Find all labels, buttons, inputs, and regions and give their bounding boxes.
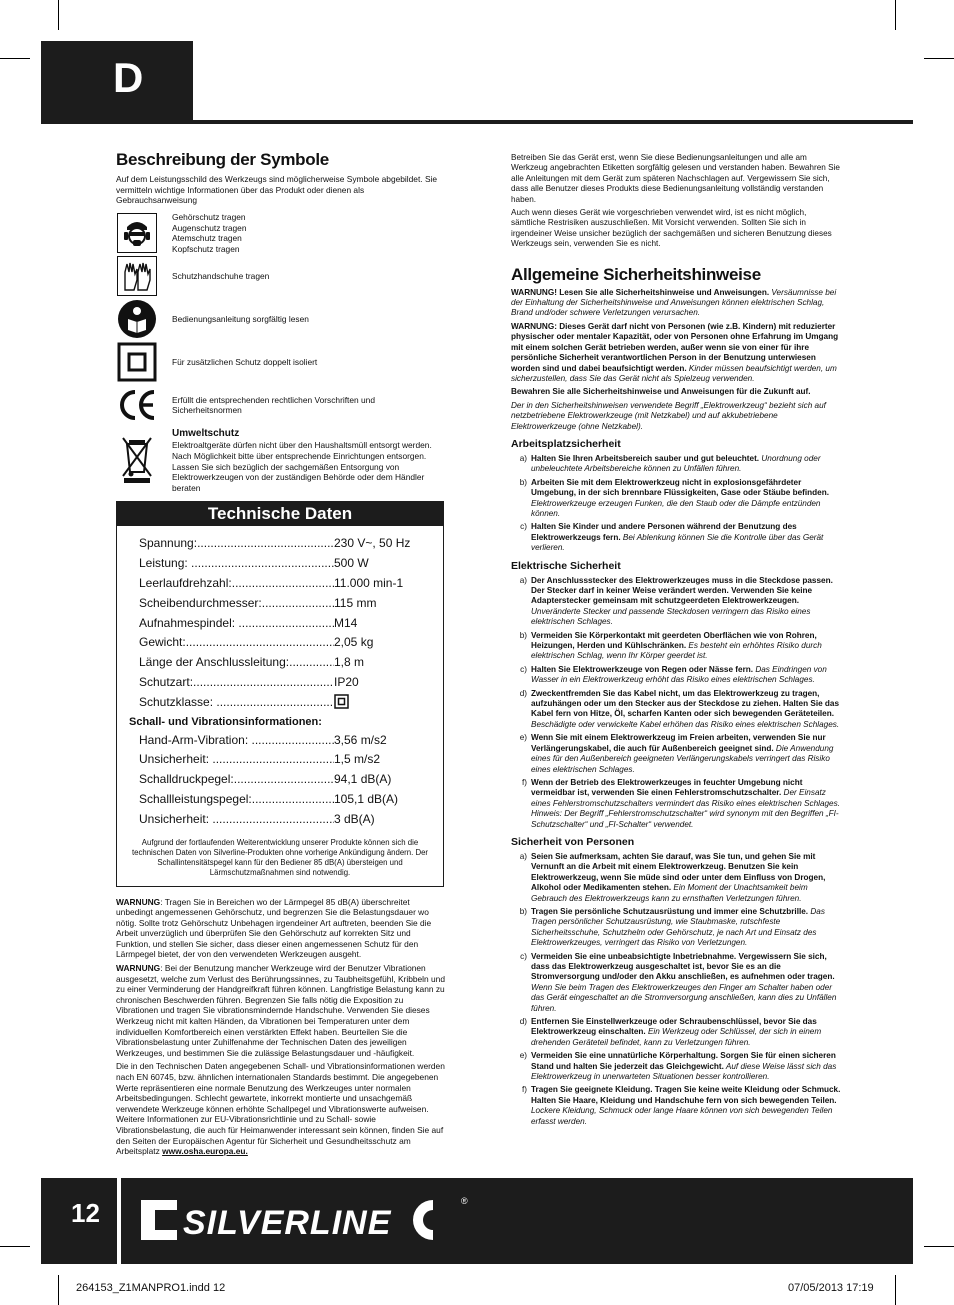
safety-title: Allgemeine Sicherheitshinweise: [511, 264, 761, 284]
vib-row: [117, 790, 443, 810]
tech-label: Leistung: .....: [139, 554, 334, 574]
list-item: [511, 1051, 841, 1082]
bold-text: Halten Sie Elektrowerkzeuge von Regen oder Nässe fern.: [531, 664, 754, 674]
umwelt-text: Elektroaltgeräte dürfen nicht über den Haushaltsmüll entsorgt werden. Nach Möglichkeit bitte über entsprechende Einrichtungen entsorgen. Lassen Sie sich bezüglich der sachgemäßen Entsorgung von Elektrowerkzeugen von der zuständigen Behörde oder dem Händler beraten: [172, 440, 432, 493]
list-item: [511, 631, 841, 662]
crop-mark: [924, 58, 954, 59]
item-marker: f): [521, 1085, 527, 1095]
warning-label: WARNUNG: [116, 896, 161, 907]
tech-row: [117, 653, 443, 673]
section-title: Arbeitsplatzsicherheit: [511, 437, 621, 450]
italic-text: Das Eindringen von Wasser in ein Elektrowerkzeug erhöht das Risiko eines elektrischen Schlages.: [531, 664, 827, 685]
vib-row: [117, 750, 443, 770]
bold-text: Entfernen Sie Einstellwerkzeuge oder Schraubenschlüssel, bevor Sie das Elektrowerkzeug einschalten.: [531, 1017, 817, 1037]
registered-mark: ®: [461, 1196, 468, 1206]
italic-text: Die Anwendung eines für den Außenbereich geeigneten Verlängerungskabels verringert das Risiko eines elektrischen Schlages.: [531, 743, 834, 774]
tech-label: Gewicht: .....: [139, 633, 334, 653]
read-manual-icon: [116, 300, 158, 338]
bold-text: WARNUNG: Dieses Gerät darf nicht von Personen (wie z.B. Kindern) mit reduzierter physischer oder mentaler Kapazität, oder von Personen ohne Erfahrung im Umgang mit einem solchen Gerät betrieben werden, außer wenn sie von einer für ihre persönliche Sicherheit verantwortlichen Person in der Benutzung unterwiesen worden sind und dabei beaufsichtigt werden.: [511, 321, 839, 373]
crop-mark: [0, 1246, 30, 1247]
vib-row: [117, 770, 443, 790]
bold-text: Der Anschlussstecker des Elektrowerkzeuges muss in die Steckdose passen. Der Stecker darf in keiner Weise verändert werden. Verwenden Sie keine Adapterstecker gemeinsam mit schutzgeerdeten Elektrowerkzeugen.: [531, 575, 833, 606]
item-marker: e): [519, 733, 527, 743]
language-code: D: [113, 54, 144, 101]
language-tab: [41, 41, 193, 124]
italic-text: Elektrowerkzeuge erzeugen Funken, die den Staub oder die Dämpfe entzünden können.: [531, 498, 821, 518]
bold-text: Bewahren Sie alle Sicherheitshinweise und Anweisungen für die Zukunft auf.: [511, 387, 811, 397]
item-marker: c): [520, 522, 527, 532]
weee-bin-icon: [116, 429, 158, 489]
tech-row: [117, 614, 443, 634]
tech-label: Länge der Anschlussleitung: .....: [139, 653, 334, 673]
tech-value: M14: [334, 615, 358, 630]
standards-text: Die in den Technischen Daten angegebenen Schall- und Vibrationsinformationen werden nach EN 60745, bzw. ähnlichen internationalen Standards bestimmt. Die angegebenen Werte repräsentieren eine normale Benutzung des Werkzeuges unter normalen Arbeitsbedingungen. Schlecht gewartete, inkorrekt montierte und unsachgemäß verwendete Werkzeuge können erhöhte Schallpegel und Vibrationswerte aufweisen. Weitere Informationen zur EU-Vibrationsrichtlinie und zu Schall- sowie Vibrationsbelastung, die auch für Heimanwender interessant sein können, finden Sie auf den Seiten der Europäischen Agentur für Sicherheit und Gesundheitsschutz am Arbeitsplatz: [116, 1061, 445, 1157]
italic-text: Der Einsatz eines Fehlerstromschutzschalters vermindert das Risiko eines elektrischen Schlages. Hinweis: Der Begriff „Fehlerstromschutzschalter“ wird synonym mit den Begriffen „FI-Schutzschalter“ und „FI-Schalter“ verwendet.: [531, 788, 840, 829]
vib-label: Unsicherheit: .....: [139, 810, 334, 830]
umwelt-title: Umweltschutz: [172, 427, 240, 439]
symbol-row: [116, 255, 446, 298]
tech-note: Aufgrund der fortlaufenden Weiterentwicklung unserer Produkte können sich die technischen Daten von Silverline-Produkten ohne vorherige Ankündigung ändern. Der Schallintensitätspegel kann für den Bediener 85 dB(A) übersteigen und Lärmschutzmaßnahmen sind notwendig.: [131, 837, 429, 877]
vib-row: [117, 731, 443, 751]
warnings-block: [116, 897, 446, 1157]
list-item: [511, 1017, 841, 1048]
tech-label: Leerlaufdrehzahl: .....: [139, 574, 334, 594]
tech-label: Schutzart: .....: [139, 673, 334, 693]
slug-date: 07/05/2013 17:19: [788, 1282, 874, 1294]
tech-label: Scheibendurchmesser: .....: [139, 594, 334, 614]
tech-value: 230 V~, 50 Hz: [334, 536, 411, 551]
tech-row: [117, 574, 443, 594]
safety-keep-instructions: [511, 387, 841, 397]
tech-row: [117, 693, 443, 713]
umwelt-text-block: [172, 429, 446, 494]
list-item: [511, 778, 841, 830]
symbol-row: [116, 298, 446, 341]
tech-row: [117, 534, 443, 554]
italic-text: Auf diese Weise lässt sich das Elektrowerkzeug in unerwarteten Situationen besser kontrollieren.: [531, 1061, 837, 1082]
tech-value: 500 W: [334, 556, 369, 571]
vibration-warning: [116, 963, 446, 1058]
intro-paragraph: Betreiben Sie das Gerät erst, wenn Sie diese Bedienungsanleitungen und alle am Werkzeug angebrachten Etiketten sorgfältig gelesen und verstanden haben. Bewahren Sie alle Anleitungen mit dem Gerät zum späteren Nachschlagen auf. Vergewissern Sie sich, dass alle Benutzer dieses Produkts diese Bedienungsanleitung vollständig verstanden haben.: [511, 153, 840, 204]
vib-value: 94,1 dB(A): [334, 772, 392, 787]
list-item: [511, 576, 841, 628]
warning-label: WARNUNG: [116, 963, 161, 974]
symbol-text: Bedienungsanleitung sorgfältig lesen: [172, 313, 309, 324]
tech-value: 2,05 kg: [334, 635, 374, 650]
footer-separator: [117, 1178, 121, 1264]
list-item: [511, 907, 841, 949]
bold-text: Seien Sie aufmerksam, achten Sie darauf, was Sie tun, und gehen Sie mit Vernunft an die Arbeit mit einem Elektrowerkzeug. Benutzen Sie kein Elektrowerkzeug, wenn Sie müde sind oder unter dem Einfluss von Drogen, Alkohol oder Medikamenten stehen.: [531, 851, 826, 893]
italic-text: Lockere Kleidung, Schmuck oder lange Haare können von sich bewegenden Teilen erfasst werden.: [531, 1106, 833, 1126]
bold-text: Wenn Sie mit einem Elektrowerkzeug im Freien arbeiten, verwenden Sie nur Verlängerungskabel, die auch für Außenbereich geeignet sind.: [531, 733, 826, 753]
item-marker: d): [519, 688, 527, 698]
italic-text: Bei Ablenkung können Sie die Kontrolle über das Gerät verlieren.: [531, 532, 824, 553]
list-item: [511, 952, 841, 1014]
tech-value: 11.000 min-1: [334, 575, 404, 590]
bold-text: Vermeiden Sie eine unbeabsichtigte Inbetriebnahme. Vergewissern Sie sich, dass das Elektrowerkzeug ausgeschaltet ist, bevor Sie es an die Stromversorgung und/oder den Akku anschließen, es aufnehmen oder tragen.: [531, 951, 835, 982]
symbol-text: Erfüllt die entsprechenden rechtlichen Vorschriften und Sicherheitsnormen: [172, 394, 375, 416]
item-marker: a): [519, 453, 527, 463]
section-title: Elektrische Sicherheit: [511, 559, 621, 572]
umwelt-block: [116, 429, 446, 494]
item-marker: f): [521, 777, 527, 787]
item-marker: a): [519, 851, 527, 861]
italic-text: Wenn Sie beim Tragen des Elektrowerkzeuges den Finger am Schalter haben oder das Gerät eingeschaltet an die Stromversorgung anschließen, kann dies zu Unfällen führen.: [531, 982, 837, 1013]
footer-bar: [41, 1178, 913, 1264]
tech-data-box: [116, 501, 444, 886]
symbol-row: [116, 341, 446, 384]
tech-row: [117, 633, 443, 653]
list-item: [511, 454, 841, 475]
vib-label: Schallleistungspegel: .....: [139, 790, 334, 810]
italic-text: Beschädigte oder verwickelte Kabel erhöhen das Risiko eines elektrischen Schlages.: [531, 719, 840, 729]
symbols-intro: Auf dem Leistungsschild des Werkzeugs sind möglicherweise Symbole abgebildet. Sie vermitteln wichtige Informationen über das Produkt oder dienen als Gebrauchsanweisung: [116, 174, 438, 206]
crop-mark: [924, 1246, 954, 1247]
bold-text: Halten Sie Ihren Arbeitsbereich sauber und gut beleuchtet.: [531, 453, 760, 463]
vib-value: 3 dB(A): [334, 811, 375, 826]
vib-value: 1,5 m/s2: [334, 752, 381, 767]
safety-warning-read: [511, 288, 841, 319]
list-item: [511, 733, 841, 775]
tech-label: Spannung: .....: [139, 534, 334, 554]
crop-mark: [58, 1275, 59, 1305]
italic-text: Das Tragen persönlicher Schutzausrüstung, wie Staubmaske, rutschfeste Sicherheitsschuhe, Schutzhelm oder Gehörschutz, je nach Art und Einsatz des Elektrowerkzeuges, verringert das Risiko von Verletzungen.: [531, 906, 825, 948]
crop-mark: [58, 0, 59, 30]
bold-text: Vermeiden Sie Körperkontakt mit geerdeten Oberflächen wie von Rohren, Heizungen, Herden und Kühlschränken.: [531, 630, 817, 651]
item-marker: c): [520, 664, 527, 674]
bold-text: Wenn der Betrieb des Elektrowerkzeuges in feuchter Umgebung nicht vermeidbar ist, verwenden Sie einen Fehlerstromschutzschalter.: [531, 777, 803, 798]
tech-value: 1,8 m: [334, 655, 365, 670]
tech-value: 115 mm: [334, 595, 377, 610]
tech-label: Schutzklasse: .....: [139, 693, 334, 713]
warning-text: : Bei der Benutzung mancher Werkzeuge wird der Benutzer Vibrationen ausgesetzt, welche zum Verlust des Berührungssinnes, zu Taubheitsgefühl, Kribbeln und zu einer Verminderung der Handgreifkraft führen können. Langfristige Belastung kann zu chronischen Beschwerden führen. Begrenzen Sie falls nötig die Exposition zu Vibrationen und tragen Sie vibrationsmindernde Handschuhe. Verwenden Sie dieses Werkzeug nicht mit kalten Händen, da Vibrationen bei Temperaturen unter dem individuellen Komfortbereich einen verstärkten Effekt haben. Beurteilen Sie die Vibrationsbelastung unter Zuhilfenahme der Technischen Daten des jeweiligen Werkzeuges, und bestimmen Sie die zulässige Belastungsdauer und -häufigkeit.: [116, 963, 445, 1058]
tech-label: Aufnahmespindel: .....: [139, 614, 334, 634]
item-marker: b): [519, 906, 527, 916]
italic-text: Ein Werkzeug oder Schlüssel, der sich in einem drehenden Geräteteil befindet, kann zu Verletzungen führen.: [531, 1027, 822, 1047]
list-item: [511, 1085, 841, 1127]
list-item: [511, 852, 841, 904]
ce-mark-icon: [116, 386, 158, 424]
vib-label: Hand-Arm-Vibration: .....: [139, 731, 334, 751]
safety-warning-persons: [511, 322, 841, 384]
list-item: [511, 665, 841, 686]
vib-label: Unsicherheit: .....: [139, 750, 334, 770]
crop-mark: [895, 0, 896, 30]
bold-text: Tragen Sie persönliche Schutzausrüstung und immer eine Schutzbrille.: [531, 906, 809, 916]
italic-text: Ein Moment der Unachtsamkeit beim Gebrauch des Elektrowerkzeugs kann zu ernsthaften Verletzungen führen.: [531, 883, 808, 903]
italic-text: Versäumnisse bei der Einhaltung der Sicherheitshinweise und Anweisungen können elektrischen Schlag, Brand und/oder schwere Verletzungen verursachen.: [511, 287, 837, 318]
brand-text: SILVERLINE: [183, 1204, 392, 1242]
slug-file: 264153_Z1MANPRO1.indd 12: [76, 1282, 226, 1294]
vib-row: [117, 810, 443, 830]
crop-mark: [895, 1275, 896, 1305]
item-marker: b): [519, 477, 527, 487]
double-insulation-icon: [116, 343, 158, 381]
tech-row: [117, 554, 443, 574]
section-title: Sicherheit von Personen: [511, 835, 635, 848]
item-marker: b): [519, 630, 527, 640]
vib-label: Schalldruckpegel: .....: [139, 770, 334, 790]
symbol-row: [116, 212, 446, 255]
warning-text: : Tragen Sie in Bereichen wo der Lärmpegel 85 dB(A) überschreitet unbedingt angemessenen Gehörschutz, und begrenzen Sie die Belastungsdauer wo nötig. Sollte trotz Gehörschutz Unbehagen irgendeiner Art auftreten, beenden Sie die Arbeit unverzüglich und überprüfen Sie den Gehörschutz auf korrekten Sitz und Funktion, und stellen Sie sicher, dass dieser einen angemessenen Schutz für den Lärmpegel bietet, der von den verwendeten Werkzeugen ausgeht.: [116, 896, 432, 960]
symbol-text: Schutzhandschuhe tragen: [172, 270, 270, 281]
bold-text: Zweckentfremden Sie das Kabel nicht, um das Elektrowerkzeug zu tragen, aufzuhängen oder um den Stecker aus der Steckdose zu ziehen. Halten Sie das Kabel fern von Hitze, Öl, scharfen Kanten oder sich bewegenden Geräteteilen.: [531, 688, 840, 719]
symbol-text: Gehörschutz tragen Augenschutz tragen Atemschutz tragen Kopfschutz tragen: [172, 212, 247, 254]
bold-text: Halten Sie Kinder und andere Personen während der Benutzung des Elektrowerkzeugs fern.: [531, 522, 797, 542]
tech-row: [117, 594, 443, 614]
bold-text: Arbeiten Sie mit dem Elektrowerkzeug nicht in explosionsgefährdeter Umgebung, in der sich brennbare Flüssigkeiten, Gase oder Stäube befinden.: [531, 477, 829, 498]
vib-value: 3,56 m/s2: [334, 732, 387, 747]
header-rule: [41, 120, 913, 124]
standards-note: [116, 1061, 446, 1156]
tech-data-title: Technische Daten: [117, 502, 443, 526]
gloves-icon: [116, 257, 158, 295]
page-number: 12: [71, 1198, 100, 1228]
bold-text: WARNUNG! Lesen Sie alle Sicherheitshinweise und Anweisungen.: [511, 287, 770, 297]
right-column: [511, 150, 841, 1127]
intro-paragraph: Auch wenn dieses Gerät wie vorgeschrieben verwendet wird, ist es nicht möglich, sämtliche Restrisiken auszuschließen. Mit Vorsicht verwenden. Sollten Sie sich in irgendeiner Weise unsicher bezüglich der sachgemäßen und sicheren Benutzung dieses Werkzeugs sein, verwenden Sie es nicht.: [511, 208, 832, 249]
italic-text: Unveränderte Stecker und passende Steckdosen verringern das Risiko eines elektrischen Schlages.: [531, 606, 811, 627]
tech-value: IP20: [334, 674, 359, 689]
vibration-heading: Schall- und Vibrationsinformationen:: [129, 715, 322, 728]
double-insulation-icon: [334, 693, 349, 713]
item-marker: d): [519, 1017, 527, 1027]
list-item: [511, 522, 841, 553]
item-marker: e): [519, 1051, 527, 1061]
left-column: [116, 150, 446, 1157]
symbol-text: Für zusätzlichen Schutz doppelt isoliert: [172, 356, 318, 367]
list-item: [511, 689, 841, 731]
crop-mark: [0, 58, 30, 59]
italic-text: Kinder müssen beaufsichtigt werden, um sicherzustellen, dass Sie das Gerät nicht als Spielzeug verwenden.: [511, 363, 837, 383]
italic-text: Unordnung oder unbeleuchtete Arbeitsbereiche können zu Unfällen führen.: [531, 453, 821, 474]
bold-text: Tragen Sie geeignete Kleidung. Tragen Sie keine weite Kleidung oder Schmuck. Halten Sie Haare, Kleidung und Handschuhe fern von sich bewegenden Teilen.: [531, 1085, 841, 1105]
osha-link[interactable]: www.osha.europa.eu.: [162, 1146, 248, 1157]
italic-text: Der in den Sicherheitshinweisen verwendete Begriff „Elektrowerkzeug“ bezieht sich auf netzbetriebene Elektrowerkzeuge (mit Netzkabel) und auf akkubetriebene Elektrowerkzeuge (ohne Netzkabel).: [511, 400, 826, 431]
symbol-row: [116, 384, 446, 427]
noise-warning: [116, 897, 446, 961]
symbols-title: Beschreibung der Symbole: [116, 150, 329, 169]
tech-row: [117, 673, 443, 693]
bold-text: Vermeiden Sie eine unnatürliche Körperhaltung. Sorgen Sie für einen sicheren Stand und halten Sie jederzeit das Gleichgewicht.: [531, 1051, 836, 1071]
protective-gear-icon: [116, 214, 158, 252]
vib-value: 105,1 dB(A): [334, 791, 399, 806]
list-item: [511, 478, 841, 520]
silverline-logo: [133, 1186, 473, 1256]
item-marker: c): [520, 951, 527, 961]
item-marker: a): [519, 575, 527, 585]
italic-text: Es besteht ein erhöhtes Risiko durch elektrischen Schlag, wenn Ihr Körper geerdet ist.: [531, 641, 822, 661]
safety-term-note: [511, 401, 841, 432]
